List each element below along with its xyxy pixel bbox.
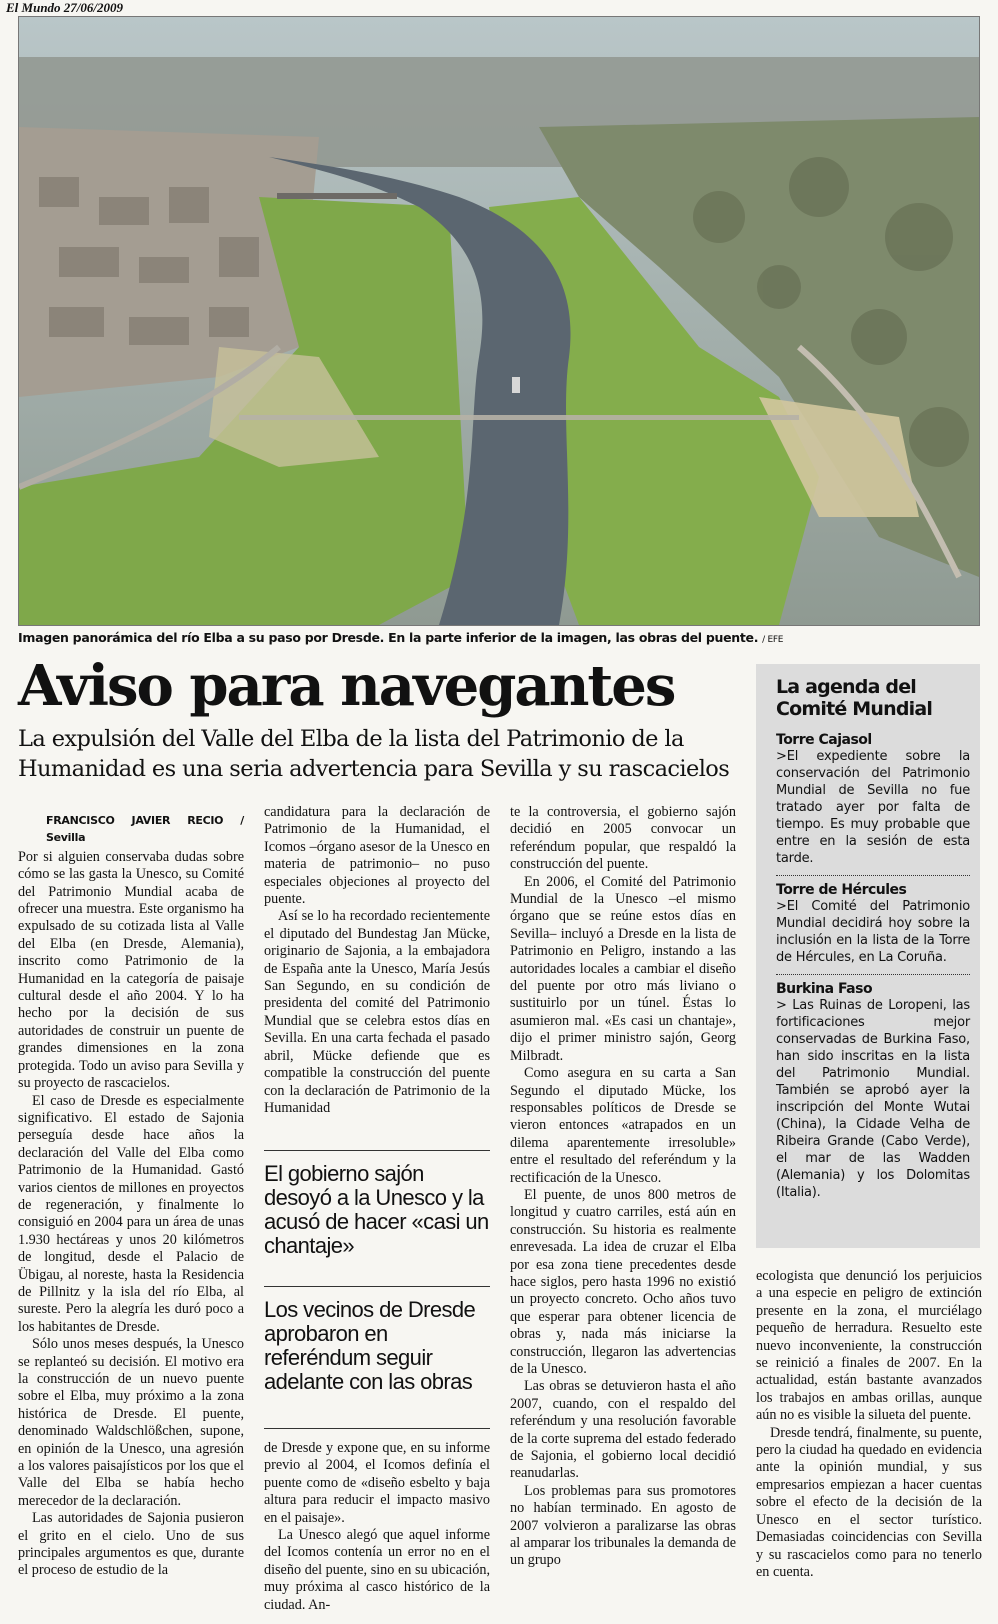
sidebar-item-text: >El Comité del Patrimonio Mundial decidirá hoy sobre la inclusión en la lista de la Torre de Hércules, en La Coruña.: [776, 899, 970, 965]
paragraph: Sólo unos meses después, la Unesco se replanteó su decisión. El motivo era la construcción de un nuevo puente sobre el Elba, muy próximo a la zona histórica de Dresde. El puente, denominado Waldschlößchen, supone, en opinión de la Unesco, una agresión a los valores paisajísticos por los que el Valle del Elba se había hecho merecedor de la declaración.: [18, 1336, 244, 1509]
paragraph: El caso de Dresde es especialmente significativo. El estado de Sajonia perseguía desde hace años la declaración del Valle del Elba como Patrimonio de la Humanidad. Gastó varios cientos de millones en proyectos de regeneración, y finalmente lo consiguió en 2004 para un área de unas 1.930 hectáreas y unos 20 kilómetros de longitud, desde el Palacio de Übigau, al noreste, hasta la Residencia de Pillnitz y la isla del río Elba, al sureste. Pero la alegría les duró poco a los habitantes de Dresde.: [18, 1092, 244, 1335]
divider: [264, 1286, 490, 1287]
article-column-3: [510, 804, 736, 1570]
headline: Aviso para navegantes: [18, 653, 675, 719]
paragraph: Los problemas para sus promotores no habían terminado. En agosto de 2007 volvieron a paralizarse las obras al amparar los tribunales la demanda de un grupo: [510, 1482, 736, 1569]
photo-credit: / EFE: [762, 635, 784, 645]
masthead: El Mundo 27/06/2009: [6, 0, 124, 15]
paragraph: candidatura para la declaración de Patrimonio de la Humanidad, el Icomos –órgano asesor de la Unesco en materia de patrimonio– no puso especiales objeciones al proyecto del puente.: [264, 804, 490, 908]
paragraph: de Dresde y expone que, en su informe previo al 2004, el Icomos definía el puente como de «diseño esbelto y baja altura para reducir el impacto masivo en el paisaje».: [264, 1440, 490, 1526]
article-column-2-continued: [264, 1440, 490, 1614]
sidebar-agenda: [756, 664, 980, 1248]
paragraph: La Unesco alegó que aquel informe del Icomos contenía un error no en el diseño del puente, sino en su ubicación, muy próxima al casco histórico de la ciudad. An-: [264, 1527, 490, 1613]
aerial-photo-illustration: [19, 17, 979, 625]
sidebar-item-text: > Las Ruinas de Loropeni, las fortificaciones mejor conservadas de Burkina Faso, han sido inscritas en la lista del Patrimonio Mundial. También se aprobó ayer la inscripción del Monte Wutai (China), la Cidade Velha de Ribeira Grande (Cabo Verde), el mar de las Wadden (Alemania) y los Dolomitas (Italia).: [776, 998, 970, 1200]
paragraph: te la controversia, el gobierno sajón decidió en 2005 convocar un referéndum popular, que respaldó la construcción del puente.: [510, 804, 736, 873]
paragraph: ecologista que denunció los perjuicios a una especie en peligro de extinción presente en la zona, el murciélago pequeño de herradura. Resuelto este nuevo inconveniente, la construcción se reinició a finales de 2007. En la actualidad, están bastante avanzados los trabajos en ambas orillas, aunque aún no es visible la silueta del puente.: [756, 1268, 982, 1424]
sidebar-item-text: >El expediente sobre la conservación del Patrimonio Mundial de Sevilla no fue tratado ayer por falta de tiempo. Es muy probable que entre en la sesión de esta tarde.: [776, 749, 970, 866]
photo-caption: [18, 630, 978, 645]
article-column-1: [18, 812, 244, 1580]
divider: [264, 1428, 490, 1429]
paragraph: En 2006, el Comité del Patrimonio Mundial de la Unesco –el mismo órgano que se reúne estos días en Sevilla– incluyó a Dresde en la lista de Patrimonio en Peligro, instando a las autoridades locales a cambiar el diseño del puente por otro más liviano o sustituirlo por un túnel. Éstas lo asumieron mal. «Es casi un chantaje», dijo el primer ministro sajón, Georg Milbradt.: [510, 873, 736, 1064]
sidebar-item-heading: Burkina Faso: [776, 974, 970, 997]
subheadline: La expulsión del Valle del Elba de la lista del Patrimonio de la Humanidad es una seria advertencia para Sevilla y su rascacielos: [18, 726, 730, 782]
pull-quote: Los vecinos de Dresde aprobaron en referéndum seguir adelante con las obras: [264, 1297, 476, 1394]
article-column-4: [756, 1268, 982, 1581]
aerial-photo: [18, 16, 980, 626]
paragraph: Por si alguien conservaba dudas sobre cómo se las gasta la Unesco, su Comité del Patrimonio Mundial acaba de ofrecer una muestra. Este organismo ha expulsado de su cotizada lista al Valle del Elba (en Dresde, Alemania), inscrito como Patrimonio de la Humanidad en la categoría de paisaje cultural desde el año 2004. Y lo ha hecho por la decisión de sus autoridades de construir un puente de grandes dimensiones en la zona protegida. Todo un aviso para Sevilla y su proyecto de rascacielos.: [18, 848, 244, 1092]
paragraph: Dresde tendrá, finalmente, su puente, pero la ciudad ha quedado en evidencia ante la opinión mundial, y sus empresarios empiezan a hacer cuentas sobre el efecto de la decisión de la Unesco en el sector turístico. Demasiadas coincidencias con Sevilla y su rascacielos como para no tenerlo en cuenta.: [756, 1424, 982, 1580]
paragraph: Así se lo ha recordado recientemente el diputado del Bundestag Jan Mücke, originario de Sajonia, a la embajadora de España ante la Unesco, María Jesús San Segundo, en su condición de presidenta del comité del Patrimonio Mundial que se celebra estos días en Sevilla. En una carta fechada el pasado abril, Mücke defiende que es compatible la construcción del puente con la declaración de Patrimonio de la Humanidad: [264, 908, 490, 1116]
divider: [264, 1150, 490, 1151]
sidebar-item-heading: Torre de Hércules: [776, 875, 970, 898]
paragraph: Como asegura en su carta a San Segundo el diputado Mücke, los responsables políticos de Dresde se vieron entonces «atrapados en un dilema aparentemente irresoluble» entre el resultado del referéndum y la rectificación de la Unesco.: [510, 1065, 736, 1186]
pull-quote: El gobierno sajón desoyó a la Unesco y la acusó de hacer «casi un chantaje»: [264, 1161, 489, 1258]
paragraph: Las autoridades de Sajonia pusieron el grito en el cielo. Uno de sus principales argumentos es que, durante el proceso de estudio de la: [18, 1510, 244, 1579]
article-column-2: [264, 804, 490, 1117]
paragraph: El puente, de unos 800 metros de longitud y cuatro carriles, está aún en construcción. Su historia es realmente enrevesada. La idea de cruzar el Elba por esa zona tiene precedentes desde hace siglos, pero hasta 1996 no existió un proyecto concreto. Ocho años tuvo que esperar para obtener licencia de obras y, nada más iniciarse la construcción, llegaron las advertencias de la Unesco.: [510, 1186, 736, 1377]
byline: FRANCISCO JAVIER RECIO / Sevilla: [46, 814, 244, 845]
sidebar-title: La agenda del Comité Mundial: [776, 676, 933, 720]
sidebar-item-heading: Torre Cajasol: [776, 732, 872, 748]
caption-text: Imagen panorámica del río Elba a su paso por Dresde. En la parte inferior de la imagen, las obras del puente.: [18, 630, 759, 645]
paragraph: Las obras se detuvieron hasta el año 2007, cuando, con el respaldo del referéndum y una resolución favorable de la corte suprema del estado federado de Sajonia, el gobierno local decidió reanudarlas.: [510, 1378, 736, 1482]
